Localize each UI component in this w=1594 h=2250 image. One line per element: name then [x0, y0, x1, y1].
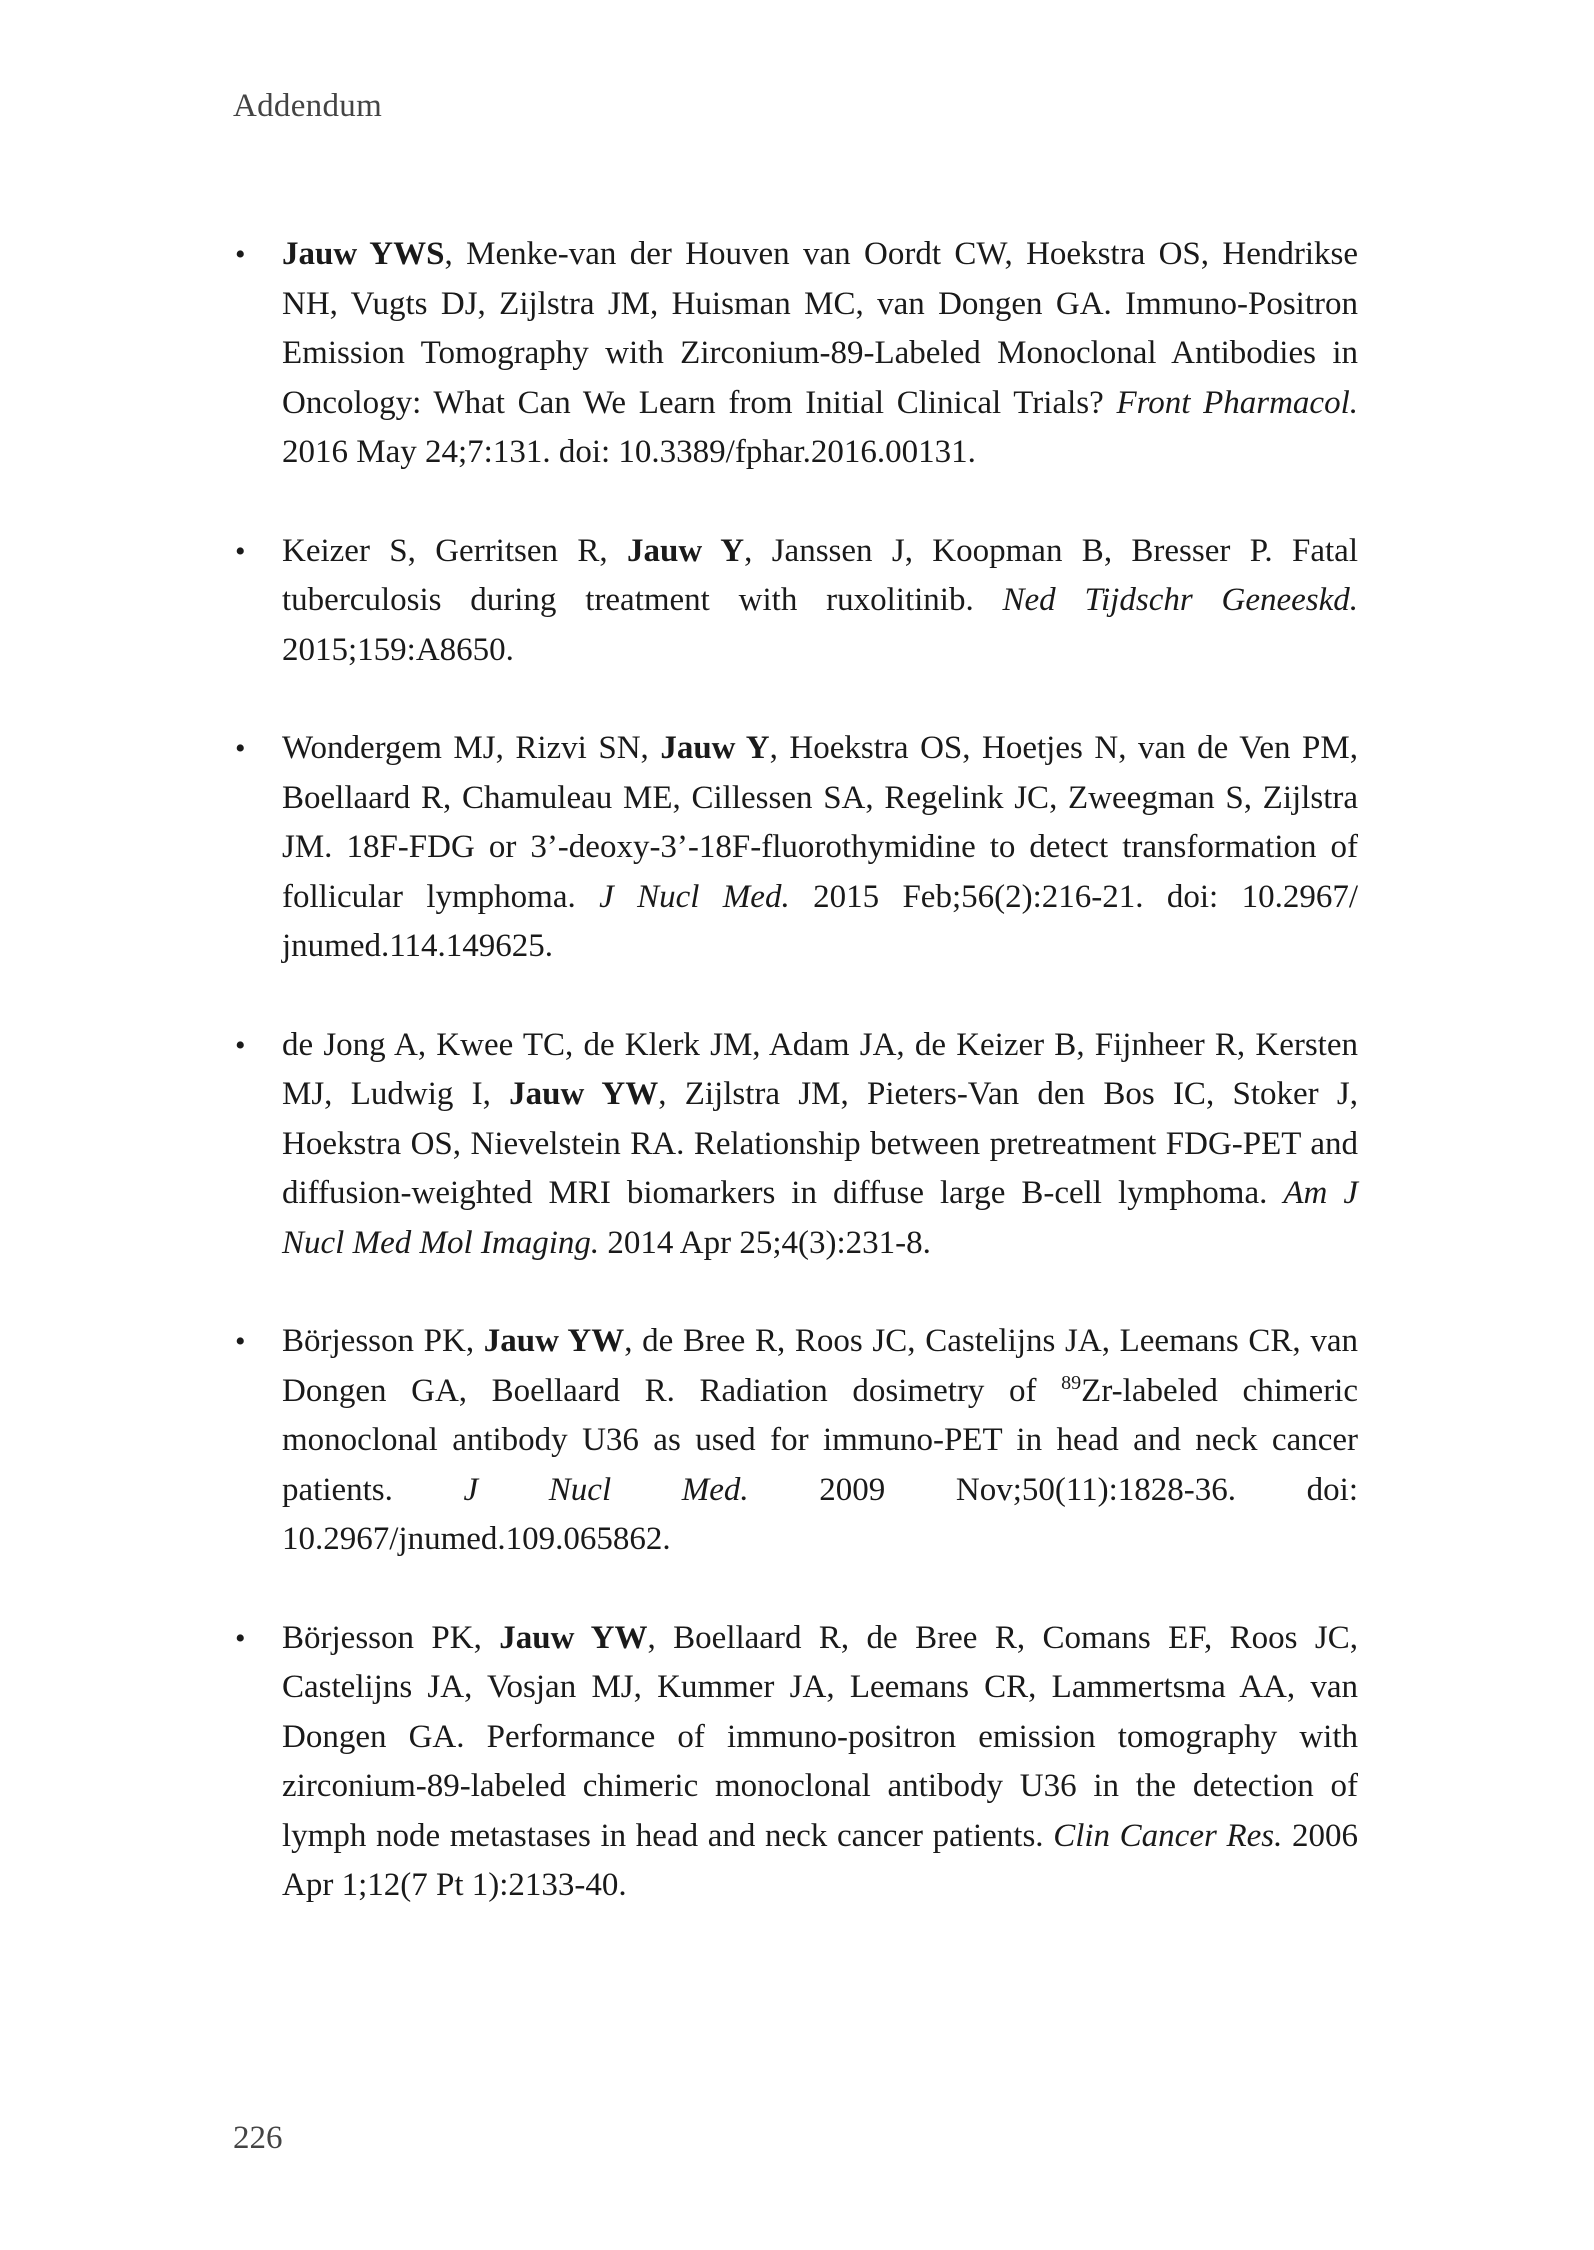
journal-name: J Nucl Med. — [463, 1471, 749, 1508]
reference-body: , Boellaard R, de Bree R, Comans EF, Roos JC, Castelijns JA, Vosjan MJ, Kummer JA, Leemans CR, Lammertsma AA, van Dongen GA. Performance of immuno-positron emission tomography with zirconium-89-labeled chimeric monoclonal antibody U36 in the detection of lymph node metastases in head and neck cancer patients. — [282, 1619, 1359, 1854]
reference-item — [233, 724, 1358, 972]
reference-body: , Hoekstra OS, Hoetjes N, van de Ven PM, Boellaard R, Chamuleau ME, Cillessen SA, Regelink JC, Zweegman S, Zijlstra JM. 18F-FDG or 3’-deoxy-3’-18F-fluorothymidine to detect transformation of follicular lymphoma. — [282, 730, 1358, 915]
page-number: 226 — [233, 2120, 283, 2156]
reference-citation: 2016 May 24;7:131. doi: 10.3389/fphar.2016.00131. — [282, 434, 976, 470]
reference-item — [233, 1317, 1358, 1565]
journal-name: Clin Cancer Res. — [1053, 1817, 1283, 1854]
reference-authors-pre: de Jong A, Kwee TC, de Klerk JM, Adam JA, de Keizer B, Fijnheer R, Kersten MJ, Ludwig I, — [282, 1026, 1358, 1112]
reference-authors-pre: Keizer S, Gerritsen R, — [282, 532, 627, 569]
highlighted-author: Jauw Y — [660, 730, 770, 766]
reference-citation: 2015 Feb;56(2):216-21. doi: 10.2967/ jnumed.114.149625. — [282, 878, 1358, 964]
reference-item — [233, 230, 1358, 478]
reference-body: , Janssen J, Koopman B, Bresser P. Fatal tuberculosis during treatment with ruxolitinib. — [282, 532, 1359, 618]
running-header: Addendum — [233, 88, 383, 124]
journal-name: J Nucl Med. — [599, 878, 790, 915]
reference-citation: 2006 Apr 1;12(7 Pt 1):2133-40. — [282, 1817, 1358, 1903]
reference-list — [233, 230, 1358, 1960]
highlighted-author: Jauw YW — [483, 1323, 625, 1359]
isotope-superscript: 89 — [1061, 1371, 1082, 1394]
reference-authors-pre: Börjesson PK, — [282, 1323, 484, 1359]
reference-citation: 2009 Nov;50(11):1828-36. doi: 10.2967/jnumed.109.065862. — [282, 1471, 1358, 1557]
highlighted-author: Jauw YW — [509, 1076, 659, 1112]
highlighted-author: Jauw Y — [626, 532, 745, 569]
reference-item — [233, 527, 1358, 676]
reference-authors-pre: Wondergem MJ, Rizvi SN, — [282, 730, 661, 766]
journal-name: Am J Nucl Med Mol Imaging. — [282, 1175, 1359, 1261]
reference-body: , de Bree R, Roos JC, Castelijns JA, Leemans CR, van Dongen GA, Boellaard R. Radiation dosimetry of — [282, 1323, 1358, 1409]
reference-item — [233, 1614, 1358, 1911]
reference-body: , Menke-van der Houven van Oordt CW, Hoekstra OS, Hendrikse NH, Vugts DJ, Zijlstra JM, Huisman MC, van Dongen GA. Immuno-Positron Emission Tomography with Zirconium-89-Labeled Monoclonal Antibodies in Oncology: What Can We Learn from Initial Clinical Trials? — [282, 236, 1358, 421]
reference-authors-pre: Börjesson PK, — [282, 1619, 500, 1656]
reference-body-continued: Zr-labeled chimeric monoclonal antibody U36 as used for immuno-PET in head and neck cancer patients. — [282, 1372, 1358, 1508]
reference-item — [233, 1021, 1358, 1269]
journal-name: Front Pharmacol. — [1116, 384, 1358, 421]
highlighted-author: Jauw YWS — [282, 236, 445, 272]
highlighted-author: Jauw YW — [499, 1619, 648, 1656]
reference-body: , Zijlstra JM, Pieters-Van den Bos IC, Stoker J, Hoekstra OS, Nievelstein RA. Relationship between pretreatment FDG-PET and diffusion-weighted MRI biomarkers in diffuse large B-cell lymphoma. — [282, 1076, 1358, 1211]
reference-citation: 2015;159:A8650. — [282, 631, 514, 668]
journal-name: Ned Tijdschr Geneeskd. — [1002, 582, 1358, 618]
reference-citation: 2014 Apr 25;4(3):231-8. — [599, 1224, 931, 1261]
